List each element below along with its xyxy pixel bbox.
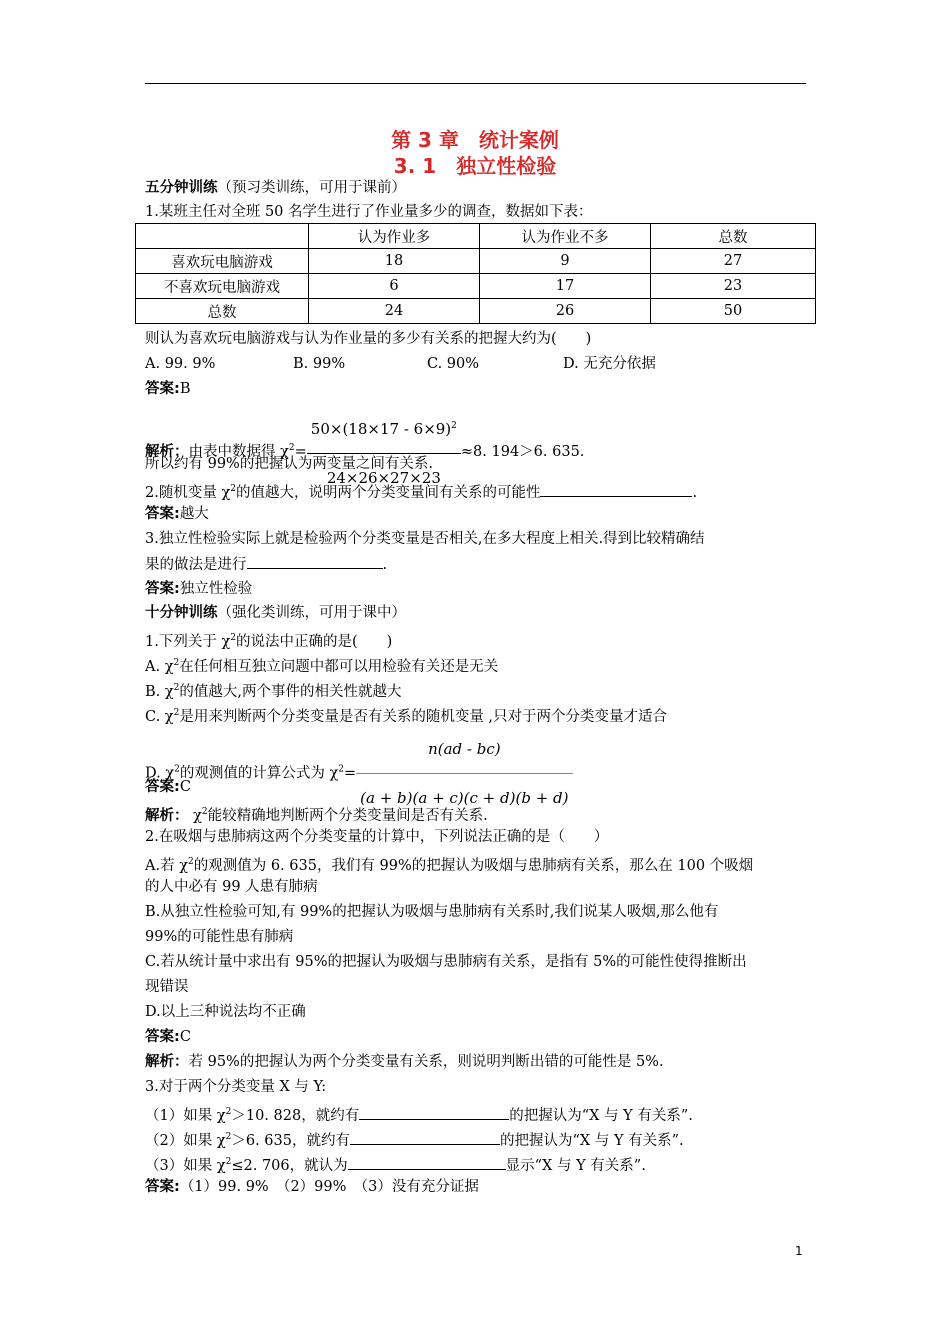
q1-answer: [145, 379, 190, 399]
answer-label: 答案:: [145, 581, 180, 597]
p3-item-1: [145, 1102, 693, 1126]
p3-item-3: [145, 1152, 646, 1176]
p1-answer: [145, 777, 191, 797]
table-cell: 24: [309, 299, 480, 324]
q2-text: 2.随机变量 χ: [145, 484, 231, 501]
p2-option-a-line1: [145, 852, 753, 876]
option-text: 在任何相互独立问题中都可以用检验有关还是无关: [179, 658, 499, 675]
p1-option-d: D. $\chi^2$的观测值的计算公式为 $\chi^2=$ $\frac{n(ad - bc)}{(a + b)(a + c)(c + d)(b + d)}$: [145, 726, 573, 821]
analysis-label: 解析：: [145, 1054, 189, 1070]
superscript: 2: [187, 857, 194, 867]
table-cell: 6: [309, 274, 480, 299]
superscript: 2: [173, 658, 180, 668]
answer-value: 越大: [179, 506, 209, 522]
answer-label: 答案:: [145, 779, 180, 795]
superscript: 2: [230, 633, 236, 643]
p1-stem: [145, 628, 392, 652]
section-five-minute: [145, 178, 406, 198]
q3-line1: 3.独立性检验实际上就是检验两个分类变量是否相关,在多大程度上相关.得到比较精确结: [145, 531, 705, 547]
p2-option-c-line1: C.若从统计量中求出有 95%的把握认为吸烟与患肺病有关系，是指有 5%的可能性使得推断出: [145, 954, 747, 970]
section-ten-minute: [145, 603, 406, 623]
table-cell: 27: [651, 249, 816, 274]
table-cell: 总数: [136, 299, 309, 324]
fraction-denominator: 24×26×27×23: [326, 469, 441, 487]
p1-analysis: 解析： $\chi^2$能较精确地判断两个分类变量间是否有关系.: [145, 807, 488, 824]
answer-blank: [348, 1155, 506, 1170]
answer-value: C: [179, 779, 191, 795]
superscript: 2: [174, 764, 180, 775]
item-text: 的把握认为“X 与 Y 有关系”.: [499, 1132, 684, 1149]
table-cell: 23: [651, 274, 816, 299]
superscript: 2: [230, 484, 236, 494]
formula-numerator: n(ad - bc): [356, 726, 572, 774]
table-cell: 认为作业不多: [480, 224, 651, 249]
q1-conclusion: 所以约有 99%的把握认为两变量之间有关系.: [145, 456, 433, 472]
item-text: ＞6. 635，就约有: [231, 1132, 350, 1149]
analysis-result: ≈8. 194＞6. 635.: [460, 444, 585, 460]
analysis-text: 由表中数据得 χ: [188, 444, 289, 460]
superscript: 2: [173, 708, 180, 718]
option-text: A.若 χ: [145, 857, 188, 874]
superscript: 2: [288, 443, 295, 454]
superscript: 2: [173, 683, 180, 693]
p1-option-c: C. $\chi^2$是用来判断两个分类变量是否有关系的随机变量 ,只对于两个分类变量才适合: [145, 708, 668, 725]
section-note: （预习类训练，可用于课前）: [217, 180, 406, 196]
page-number: 1: [795, 1244, 803, 1258]
analysis-text: 能较精确地判断两个分类变量间是否有关系.: [207, 807, 488, 824]
answer-label: 答案:: [145, 506, 180, 522]
table-cell: [136, 224, 309, 249]
formula-denominator: (a + b)(a + c)(c + d)(b + d): [360, 789, 569, 807]
superscript: 2: [201, 807, 208, 817]
table-cell: 认为作业多: [309, 224, 480, 249]
superscript: 2: [225, 1157, 232, 1167]
table-cell: 不喜欢玩电脑游戏: [136, 274, 309, 299]
p2-answer: [145, 1027, 191, 1047]
option-a: A. 99. 9%: [145, 356, 216, 372]
p2-option-b-line2: 99%的可能性患有肺病: [145, 929, 294, 945]
superscript: 2: [338, 764, 344, 775]
fraction-numerator: 50×(18×17 - 6×9): [310, 420, 452, 438]
answer-value: 独立性检验: [179, 581, 253, 597]
p2-stem: 2.在吸烟与患肺病这两个分类变量的计算中，下列说法正确的是（ ）: [145, 829, 609, 845]
q2-text: 的值越大，说明两个分类变量间有关系的可能性: [235, 484, 541, 501]
answer-value: （1）99. 9% （2）99% （3）没有充分证据: [179, 1179, 479, 1195]
p2-option-d: D.以上三种说法均不正确: [145, 1004, 306, 1020]
survey-table: [135, 223, 816, 324]
table-header-row: [136, 224, 816, 249]
option-c: C. 90%: [427, 356, 480, 372]
option-text: 的观测值的计算公式为 χ: [179, 765, 339, 782]
answer-label: 答案:: [145, 381, 180, 397]
p2-option-b-line1: B.从独立性检验可知,有 99%的把握认为吸烟与患肺病有关系时,我们说某人吸烟,那么他有: [145, 904, 719, 920]
table-row: [136, 274, 816, 299]
table-cell: 9: [480, 249, 651, 274]
option-b: B. 99%: [293, 356, 346, 372]
chapter-title: 第 3 章 统计案例: [391, 128, 559, 152]
analysis-label: 解析：: [145, 444, 189, 460]
table-cell: 50: [651, 299, 816, 324]
p3-stem: 3.对于两个分类变量 X 与 Y:: [145, 1079, 327, 1095]
section-title: 3. 1 独立性检验: [393, 154, 557, 178]
p3-answer: [145, 1177, 479, 1197]
section-heading: 五分钟训练: [145, 180, 218, 196]
section-heading: 十分钟训练: [145, 605, 218, 621]
option-text: 的观测值为 6. 635，我们有 99%的把握认为吸烟与患肺病有关系，那么在 100 个吸烟: [193, 857, 754, 874]
answer-blank: [350, 1130, 500, 1145]
answer-label: 答案:: [145, 1029, 180, 1045]
p1-text: 1.下列关于 χ: [145, 633, 231, 650]
section-note: （强化类训练，可用于课中）: [217, 605, 406, 621]
option-text: 的值越大,两个事件的相关性就越大: [179, 683, 402, 700]
table-cell: 17: [480, 274, 651, 299]
header-rule: [145, 83, 806, 84]
item-text: （3）如果 χ: [145, 1157, 226, 1174]
item-text: ＞10. 828，就约有: [231, 1107, 360, 1124]
answer-value: B: [179, 381, 191, 397]
p1-text: 的说法中正确的是( ): [235, 633, 393, 650]
p1-option-b: B. $\chi^2$的值越大,两个事件的相关性就越大: [145, 683, 402, 700]
q3-text: 果的做法是进行: [145, 557, 247, 573]
analysis-text: 若 95%的把握认为两个分类变量有关系，则说明判断出错的可能性是 5%.: [188, 1054, 664, 1070]
table-row: [136, 249, 816, 274]
q3-line2: 果的做法是进行 .: [145, 554, 387, 575]
q2-stem: 2.随机变量 $\chi^2$的值越大，说明两个分类变量间有关系的可能性 .: [145, 479, 697, 503]
analysis-label: 解析：: [145, 807, 189, 824]
superscript: 2: [451, 421, 457, 431]
superscript: 2: [225, 1132, 232, 1142]
table-cell: 喜欢玩电脑游戏: [136, 249, 309, 274]
item-text: 的把握认为“X 与 Y 有关系”.: [509, 1107, 693, 1124]
answer-blank: [247, 554, 383, 569]
q3-answer: [145, 579, 252, 599]
table-cell: 18: [309, 249, 480, 274]
item-text: 显示“X 与 Y 有关系”.: [505, 1157, 646, 1174]
option-d: D. 无充分依据: [563, 356, 656, 372]
option-text: 是用来判断两个分类变量是否有关系的随机变量 ,只对于两个分类变量才适合: [179, 708, 668, 725]
superscript: 2: [225, 1107, 232, 1117]
p2-analysis: [145, 1052, 664, 1072]
answer-label: 答案:: [145, 1179, 180, 1195]
p3-item-2: [145, 1127, 684, 1151]
answer-blank: [540, 482, 692, 497]
item-text: ≤2. 706，就认为: [231, 1157, 348, 1174]
item-text: （1）如果 χ: [145, 1107, 226, 1124]
table-row: [136, 299, 816, 324]
p1-option-a: A. $\chi^2$在任何相互独立问题中都可以用检验有关还是无关: [145, 658, 499, 675]
q1-stem: 1.某班主任对全班 50 名学生进行了作业量多少的调查，数据如下表：: [145, 204, 593, 220]
answer-value: C: [179, 1029, 191, 1045]
table-cell: 总数: [651, 224, 816, 249]
answer-blank: [359, 1105, 509, 1120]
q1-analysis: 解析：由表中数据得 $\chi^2=$ $\frac{50\times(18\times 17 - 6\times 9)^2}{24\times 26\times 27\times 23}$ ≈8. 194＞6. 635.: [145, 403, 584, 501]
p2-option-c-line2: 现错误: [145, 979, 189, 995]
q1-question: 则认为喜欢玩电脑游戏与认为作业量的多少有关系的把握大约为( ): [145, 331, 592, 347]
p2-option-a-line2: 的人中必有 99 人患有肺病: [145, 879, 318, 895]
q2-answer: [145, 504, 209, 524]
item-text: （2）如果 χ: [145, 1132, 226, 1149]
table-cell: 26: [480, 299, 651, 324]
